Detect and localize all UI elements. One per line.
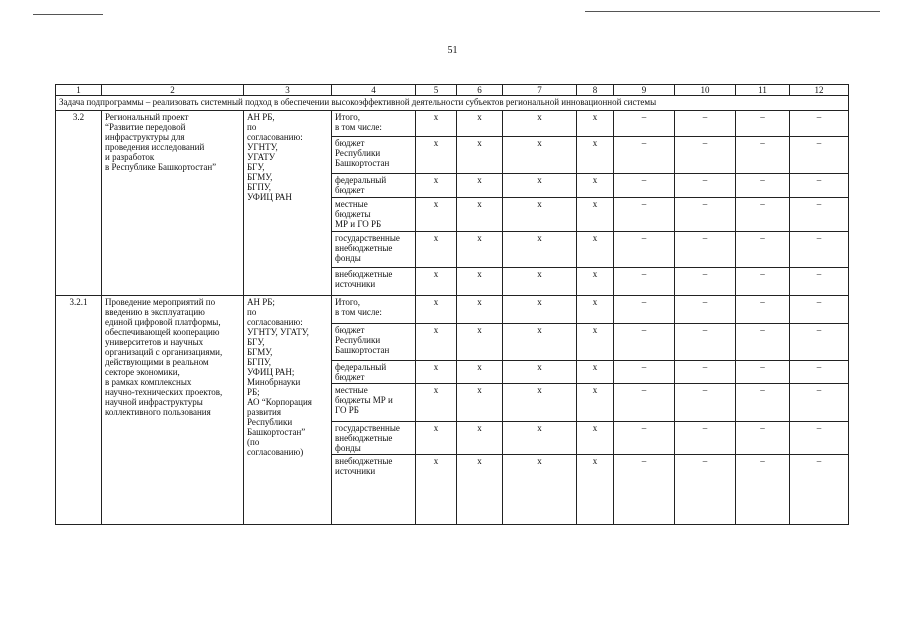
item-number: 3.2.1 — [56, 296, 102, 525]
cell-line: и разработок — [105, 152, 155, 162]
cell-line: УФИЦ РАН — [247, 192, 292, 202]
funding-source — [332, 455, 416, 525]
x-mark: x — [416, 324, 457, 361]
dash-mark: – — [790, 324, 849, 361]
task-cell: Задача подпрограммы – реализовать системный подход в обеспечении высокоэффективной деятельности субъектов региональной инновационной системы — [56, 96, 849, 111]
cell-line: обеспечивающей кооперацию — [105, 327, 220, 337]
dash-mark: – — [790, 455, 849, 525]
dash-mark: – — [614, 232, 675, 268]
header-cell: 11 — [736, 85, 790, 96]
cell-line: федеральный — [335, 175, 387, 185]
header-cell: 3 — [244, 85, 332, 96]
dash-mark: – — [614, 111, 675, 137]
dash-mark: – — [736, 137, 790, 174]
x-mark: x — [457, 455, 503, 525]
x-mark: x — [457, 174, 503, 198]
x-mark: x — [416, 361, 457, 384]
cell-line: внебюджетные — [335, 456, 393, 466]
x-mark: x — [416, 422, 457, 455]
x-mark: x — [577, 268, 614, 296]
funding-source — [332, 361, 416, 384]
cell-line: бюджет — [335, 372, 365, 382]
dash-mark: – — [675, 422, 736, 455]
cell-line: бюджет — [335, 325, 365, 335]
dash-mark: – — [736, 422, 790, 455]
dash-mark: – — [614, 422, 675, 455]
x-mark: x — [457, 232, 503, 268]
table-body — [56, 85, 849, 525]
scan-top-line-left — [33, 14, 103, 15]
dash-mark: – — [736, 111, 790, 137]
cell-line: организаций с организациями, — [105, 347, 223, 357]
x-mark: x — [503, 232, 577, 268]
dash-mark: – — [736, 296, 790, 324]
cell-line: Республики — [335, 335, 381, 345]
cell-line: Башкортостан” — [247, 427, 306, 437]
cell-line: внебюджетные — [335, 243, 393, 253]
dash-mark: – — [790, 422, 849, 455]
x-mark: x — [457, 137, 503, 174]
funding-source — [332, 324, 416, 361]
cell-line: Итого, — [335, 112, 361, 122]
x-mark: x — [503, 296, 577, 324]
cell-line: Башкортостан — [335, 158, 390, 168]
x-mark: x — [457, 422, 503, 455]
dash-mark: – — [736, 384, 790, 422]
x-mark: x — [457, 296, 503, 324]
cell-line: Республики — [247, 417, 293, 427]
cell-line: фонды — [335, 253, 361, 263]
cell-line: (по — [247, 437, 260, 447]
dash-mark: – — [736, 324, 790, 361]
header-row — [56, 85, 849, 96]
cell-line: Итого, — [335, 297, 361, 307]
cell-line: согласованию: — [247, 132, 303, 142]
x-mark: x — [577, 455, 614, 525]
page-number: 51 — [447, 45, 458, 56]
cell-line: Минобрнауки — [247, 377, 301, 387]
dash-mark: – — [675, 361, 736, 384]
cell-line: источники — [335, 279, 376, 289]
dash-mark: – — [675, 384, 736, 422]
cell-line: в том числе: — [335, 122, 382, 132]
scan-top-line-right — [585, 11, 880, 12]
funding-source — [332, 174, 416, 198]
dash-mark: – — [614, 268, 675, 296]
cell-line: РБ; — [247, 387, 260, 397]
cell-line: БГМУ, — [247, 347, 273, 357]
x-mark: x — [416, 198, 457, 232]
item-name — [102, 296, 244, 525]
cell-line: ГО РБ — [335, 405, 359, 415]
x-mark: x — [457, 384, 503, 422]
x-mark: x — [577, 296, 614, 324]
cell-line: местные — [335, 385, 368, 395]
cell-line: Республики — [335, 148, 381, 158]
cell-line: БГМУ, — [247, 172, 273, 182]
dash-mark: – — [675, 296, 736, 324]
funding-source — [332, 111, 416, 137]
cell-line: БГПУ, — [247, 182, 272, 192]
x-mark: x — [416, 296, 457, 324]
cell-line: МР и ГО РБ — [335, 219, 382, 229]
header-cell: 8 — [577, 85, 614, 96]
task-row — [56, 96, 849, 111]
cell-line: БГУ, — [247, 162, 265, 172]
header-cell: 12 — [790, 85, 849, 96]
cell-line: единой цифровой платформы, — [105, 317, 221, 327]
dash-mark: – — [675, 324, 736, 361]
cell-line: УФИЦ РАН; — [247, 367, 295, 377]
x-mark: x — [577, 384, 614, 422]
x-mark: x — [503, 137, 577, 174]
table-row — [56, 111, 849, 137]
x-mark: x — [577, 137, 614, 174]
x-mark: x — [577, 361, 614, 384]
dash-mark: – — [675, 137, 736, 174]
dash-mark: – — [675, 174, 736, 198]
x-mark: x — [577, 232, 614, 268]
cell-line: Башкортостан — [335, 345, 390, 355]
cell-line: Региональный проект — [105, 112, 189, 122]
x-mark: x — [503, 361, 577, 384]
funding-source — [332, 384, 416, 422]
dash-mark: – — [790, 174, 849, 198]
x-mark: x — [503, 174, 577, 198]
header-cell: 4 — [332, 85, 416, 96]
cell-line: внебюджетные — [335, 269, 393, 279]
cell-line: АН РБ, — [247, 112, 275, 122]
cell-line: по — [247, 122, 257, 132]
header-cell: 9 — [614, 85, 675, 96]
dash-mark: – — [736, 455, 790, 525]
cell-line: согласованию) — [247, 447, 304, 457]
cell-line: АО “Корпорация — [247, 397, 312, 407]
x-mark: x — [503, 324, 577, 361]
cell-line: бюджет — [335, 138, 365, 148]
dash-mark: – — [736, 268, 790, 296]
cell-line: действующими в реальном — [105, 357, 209, 367]
dash-mark: – — [675, 268, 736, 296]
program-table — [55, 84, 849, 525]
dash-mark: – — [614, 198, 675, 232]
cell-line: УГАТУ — [247, 152, 276, 162]
dash-mark: – — [736, 198, 790, 232]
funding-source — [332, 137, 416, 174]
dash-mark: – — [614, 384, 675, 422]
dash-mark: – — [675, 198, 736, 232]
cell-line: бюджет — [335, 185, 365, 195]
cell-line: научной инфраструктуры — [105, 397, 203, 407]
x-mark: x — [416, 174, 457, 198]
dash-mark: – — [790, 361, 849, 384]
item-executors — [244, 296, 332, 525]
x-mark: x — [577, 111, 614, 137]
x-mark: x — [577, 174, 614, 198]
x-mark: x — [416, 111, 457, 137]
cell-line: в рамках комплексных — [105, 377, 192, 387]
funding-source — [332, 232, 416, 268]
x-mark: x — [503, 384, 577, 422]
x-mark: x — [577, 324, 614, 361]
cell-line: по — [247, 307, 257, 317]
x-mark: x — [577, 422, 614, 455]
cell-line: в Республике Башкортостан” — [105, 162, 217, 172]
header-cell: 2 — [102, 85, 244, 96]
cell-line: государственные — [335, 233, 400, 243]
funding-source — [332, 268, 416, 296]
x-mark: x — [457, 361, 503, 384]
item-number: 3.2 — [56, 111, 102, 296]
header-cell: 6 — [457, 85, 503, 96]
dash-mark: – — [790, 198, 849, 232]
x-mark: x — [416, 137, 457, 174]
cell-line: университетов и научных — [105, 337, 204, 347]
dash-mark: – — [614, 174, 675, 198]
cell-line: секторе экономики, — [105, 367, 180, 377]
cell-line: УГНТУ, — [247, 142, 278, 152]
dash-mark: – — [790, 384, 849, 422]
cell-line: БГУ, — [247, 337, 265, 347]
x-mark: x — [503, 268, 577, 296]
cell-line: УГНТУ, УГАТУ, — [247, 327, 309, 337]
header-cell: 5 — [416, 85, 457, 96]
x-mark: x — [577, 198, 614, 232]
x-mark: x — [416, 455, 457, 525]
dash-mark: – — [736, 232, 790, 268]
dash-mark: – — [614, 361, 675, 384]
item-executors — [244, 111, 332, 296]
x-mark: x — [457, 111, 503, 137]
dash-mark: – — [736, 174, 790, 198]
dash-mark: – — [790, 137, 849, 174]
cell-line: фонды — [335, 443, 361, 453]
header-cell: 1 — [56, 85, 102, 96]
dash-mark: – — [614, 296, 675, 324]
dash-mark: – — [614, 137, 675, 174]
x-mark: x — [416, 384, 457, 422]
dash-mark: – — [675, 455, 736, 525]
cell-line: согласованию: — [247, 317, 303, 327]
cell-line: проведения исследований — [105, 142, 205, 152]
cell-line: бюджеты МР и — [335, 395, 393, 405]
cell-line: научно-технических проектов, — [105, 387, 223, 397]
cell-line: федеральный — [335, 362, 387, 372]
dash-mark: – — [614, 455, 675, 525]
cell-line: местные — [335, 199, 368, 209]
cell-line: коллективного пользования — [105, 407, 211, 417]
dash-mark: – — [675, 232, 736, 268]
table-row — [56, 296, 849, 324]
cell-line: бюджеты — [335, 209, 371, 219]
dash-mark: – — [790, 232, 849, 268]
x-mark: x — [416, 232, 457, 268]
funding-source — [332, 422, 416, 455]
cell-line: государственные — [335, 423, 400, 433]
cell-line: АН РБ; — [247, 297, 275, 307]
cell-line: источники — [335, 466, 376, 476]
cell-line: Проведение мероприятий по — [105, 297, 216, 307]
header-cell: 10 — [675, 85, 736, 96]
item-name — [102, 111, 244, 296]
cell-line: в том числе: — [335, 307, 382, 317]
funding-source — [332, 198, 416, 232]
x-mark: x — [503, 455, 577, 525]
x-mark: x — [503, 198, 577, 232]
x-mark: x — [457, 198, 503, 232]
cell-line: внебюджетные — [335, 433, 393, 443]
dash-mark: – — [736, 361, 790, 384]
dash-mark: – — [790, 296, 849, 324]
x-mark: x — [457, 268, 503, 296]
dash-mark: – — [675, 111, 736, 137]
x-mark: x — [416, 268, 457, 296]
cell-line: введению в эксплуатацию — [105, 307, 205, 317]
x-mark: x — [457, 324, 503, 361]
cell-line: развития — [247, 407, 282, 417]
x-mark: x — [503, 422, 577, 455]
dash-mark: – — [790, 111, 849, 137]
x-mark: x — [503, 111, 577, 137]
cell-line: БГПУ, — [247, 357, 272, 367]
dash-mark: – — [790, 268, 849, 296]
header-cell: 7 — [503, 85, 577, 96]
dash-mark: – — [614, 324, 675, 361]
funding-source — [332, 296, 416, 324]
cell-line: “Развитие передовой — [105, 122, 186, 132]
cell-line: инфраструктуры для — [105, 132, 185, 142]
